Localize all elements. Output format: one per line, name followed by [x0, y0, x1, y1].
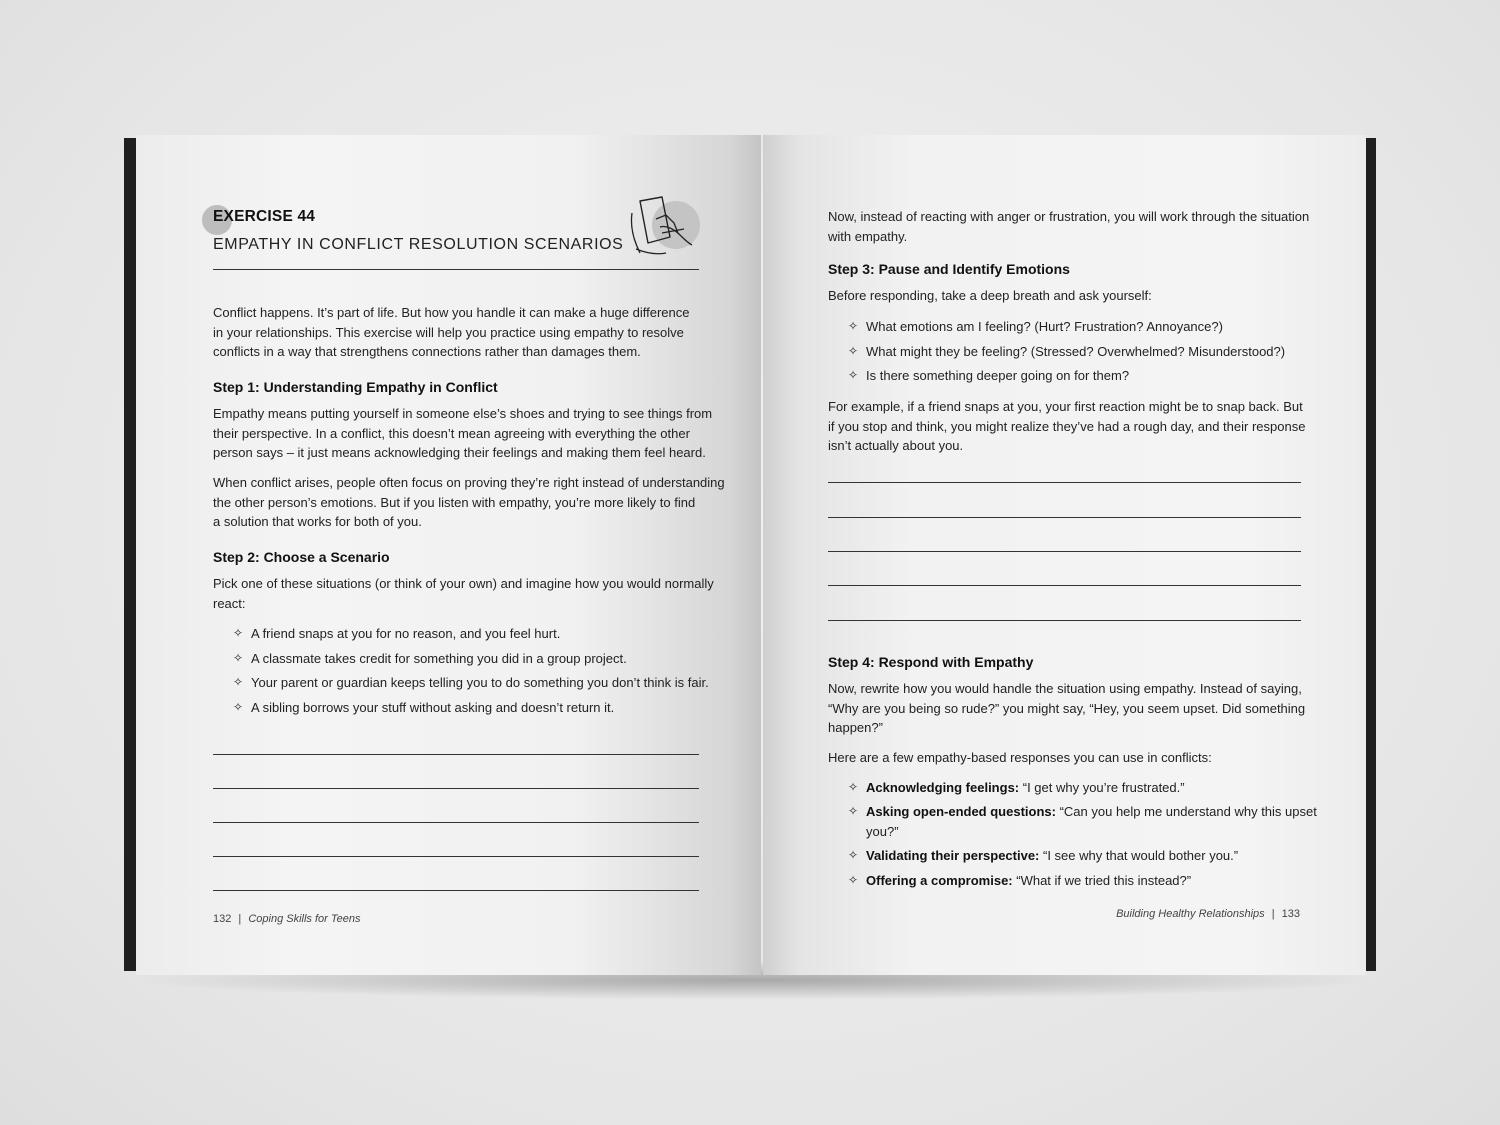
- sparkle-bullet-icon: ✧: [233, 651, 244, 665]
- step2-heading: Step 2: Choose a Scenario: [213, 549, 390, 565]
- step1-para2-line-2: the other person’s emotions. But if you listen with empathy, you’re more likely to find: [213, 494, 696, 510]
- sparkle-bullet-icon: ✧: [233, 700, 244, 714]
- left-footer: [213, 913, 360, 925]
- writing-line[interactable]: [213, 890, 699, 891]
- writing-line[interactable]: [828, 517, 1301, 518]
- writing-line[interactable]: [213, 822, 699, 823]
- sparkle-bullet-icon: ✧: [848, 344, 859, 358]
- sparkle-bullet-icon: ✧: [848, 848, 859, 862]
- step3-example-line-3: isn’t actually about you.: [828, 438, 964, 453]
- step2-para-line-2: react:: [213, 595, 246, 611]
- response-text: “Can you help me understand why this upset: [1055, 804, 1317, 819]
- sparkle-bullet-icon: ✧: [848, 804, 859, 818]
- response-label: Offering a compromise:: [866, 873, 1013, 888]
- sparkle-bullet-icon: ✧: [848, 319, 859, 333]
- right-intro-line-2: with empathy.: [828, 228, 908, 244]
- response-label: Acknowledging feelings:: [866, 780, 1020, 795]
- step4-para-line-2: “Why are you being so rude?” you might say, “Hey, you seem upset. Did something: [828, 700, 1306, 716]
- writing-line[interactable]: [828, 585, 1301, 586]
- intro-line-1: Conflict happens. It’s part of life. But how you handle it can make a huge difference: [213, 305, 690, 320]
- sparkle-bullet-icon: ✧: [848, 368, 859, 382]
- step1-heading: Step 1: Understanding Empathy in Conflict: [213, 379, 498, 395]
- response-text: “I get why you’re frustrated.”: [1019, 780, 1185, 795]
- writing-line[interactable]: [213, 754, 699, 755]
- response-text-continued: you?”: [866, 824, 899, 839]
- right-footer: [1116, 908, 1300, 920]
- step4-para-line-3: happen?”: [828, 720, 883, 735]
- step3-example-line-1: For example, if a friend snaps at you, your first reaction might be to snap back. But: [828, 399, 1303, 414]
- right-page: Now, instead of reacting with anger or frustration, you will work through the situation with empathy. Step 3: Pause and Identify Emotions Before responding, take a deep breath and ask yourself: ✧ What emotions am I feeling? (Hurt? Frustration? Annoyance?) ✧ What might they be feeling? (Stressed? Overwhelmed? Misunderstood?) ✧ Is there something deeper going on for them? For example, if a friend snaps at you, your first reaction might be to snap back. But if you stop and think, you might realize they’ve had a rough day, and their response isn’t actually about you. Step 4: Respond with Empathy Now, rewrite how you would handle the situation using empathy. Instead of saying, “Why are you being so rude?” you might say, “Hey, you seem upset. Did something happen?” Here are a few empathy-based responses you can use in conflicts: ✧ Acknowledging feelings: “I get why you’re frustrated.” ✧ Asking open-ended questions: “Can you help me understand why this upset you?” ✧ Validating their perspective: “I see why that would bother you.” ✧ Offering a compromise: “What if we tried this instead?” Building Healthy Relationships | 133: [763, 135, 1366, 975]
- footer-divider: |: [238, 913, 242, 925]
- writing-hand-icon: [626, 193, 706, 265]
- step1-para1-line-2: their perspective. In a conflict, this doesn’t mean agreeing with everything the other: [213, 425, 690, 441]
- step4-para-line-1: Now, rewrite how you would handle the situation using empathy. Instead of saying,: [828, 681, 1302, 696]
- step2-para-line-1: Pick one of these situations (or think of your own) and imagine how you would normally: [213, 576, 714, 591]
- sparkle-bullet-icon: ✧: [233, 675, 244, 689]
- writing-line[interactable]: [213, 856, 699, 857]
- step1-para1-line-3: person says – it just means acknowledging their feelings and making them feel heard.: [213, 445, 706, 460]
- step4-lead: Here are a few empathy-based responses you can use in conflicts:: [828, 750, 1212, 765]
- writing-line[interactable]: [828, 482, 1301, 483]
- sparkle-bullet-icon: ✧: [848, 780, 859, 794]
- left-page: EXERCISE 44 EMPATHY IN CONFLICT RESOLUTION SCENARIOS Conflict happens. It’s part of life. But how you handle it can make a huge difference in your relationships. This exercise will help you practice using empathy to resolve conflicts in a way that strengthens connections rather than damages them. Step 1: Understanding Empathy in Conflict Empathy means putting yourself in someone else’s shoes and trying to see things from their perspective. In a conflict, this doesn’t mean agreeing with everything the other person says – it just means acknowledging their feelings and making them feel heard. When conflict arises, people often focus on proving they’re right instead of understanding the other person’s emotions. But if you listen with empathy, you’re more likely to find a solution that works for both of you. Step 2: Choose a Scenario Pick one of these situations (or think of your own) and imagine how you would normally react: ✧ A friend snaps at you for no reason, and you feel hurt. ✧ A classmate takes credit for something you did in a group project. ✧ Your parent or guardian keeps telling you to do something you don’t think is fair. ✧ A sibling borrows your stuff without asking and doesn’t return it. 132 | Coping Skills for Teens: [136, 135, 761, 975]
- page-number: 133: [1281, 908, 1300, 920]
- writing-line[interactable]: [828, 551, 1301, 552]
- response-text: “I see why that would bother you.”: [1039, 848, 1239, 863]
- sparkle-bullet-icon: ✧: [233, 626, 244, 640]
- title-underline: [213, 269, 699, 270]
- exercise-number: EXERCISE 44: [213, 208, 316, 225]
- book-title: Coping Skills for Teens: [248, 913, 361, 925]
- intro-line-2: in your relationships. This exercise will help you practice using empathy to resolve: [213, 324, 684, 340]
- step3-lead: Before responding, take a deep breath and ask yourself:: [828, 288, 1152, 303]
- footer-divider: |: [1271, 908, 1275, 920]
- intro-line-3: conflicts in a way that strengthens connections rather than damages them.: [213, 344, 641, 359]
- writing-line[interactable]: [828, 620, 1301, 621]
- exercise-title: EMPATHY IN CONFLICT RESOLUTION SCENARIOS: [213, 236, 624, 253]
- sparkle-bullet-icon: ✧: [848, 873, 859, 887]
- step1-para2-line-1: When conflict arises, people often focus on proving they’re right instead of understanding: [213, 475, 725, 490]
- step1-para2-line-3: a solution that works for both of you.: [213, 514, 422, 529]
- step1-para1-line-1: Empathy means putting yourself in someone else’s shoes and trying to see things from: [213, 406, 713, 421]
- writing-line[interactable]: [213, 788, 699, 789]
- step4-heading: Step 4: Respond with Empathy: [828, 654, 1034, 670]
- response-label: Asking open-ended questions:: [866, 804, 1056, 819]
- response-label: Validating their perspective:: [866, 848, 1040, 863]
- chapter-title: Building Healthy Relationships: [1116, 908, 1265, 920]
- response-text: “What if we tried this instead?”: [1012, 873, 1192, 888]
- page-number: 132: [213, 913, 232, 925]
- step3-heading: Step 3: Pause and Identify Emotions: [828, 261, 1070, 277]
- right-intro-line-1: Now, instead of reacting with anger or frustration, you will work through the situation: [828, 209, 1310, 224]
- step3-example-line-2: if you stop and think, you might realize they’ve had a rough day, and their response: [828, 418, 1306, 434]
